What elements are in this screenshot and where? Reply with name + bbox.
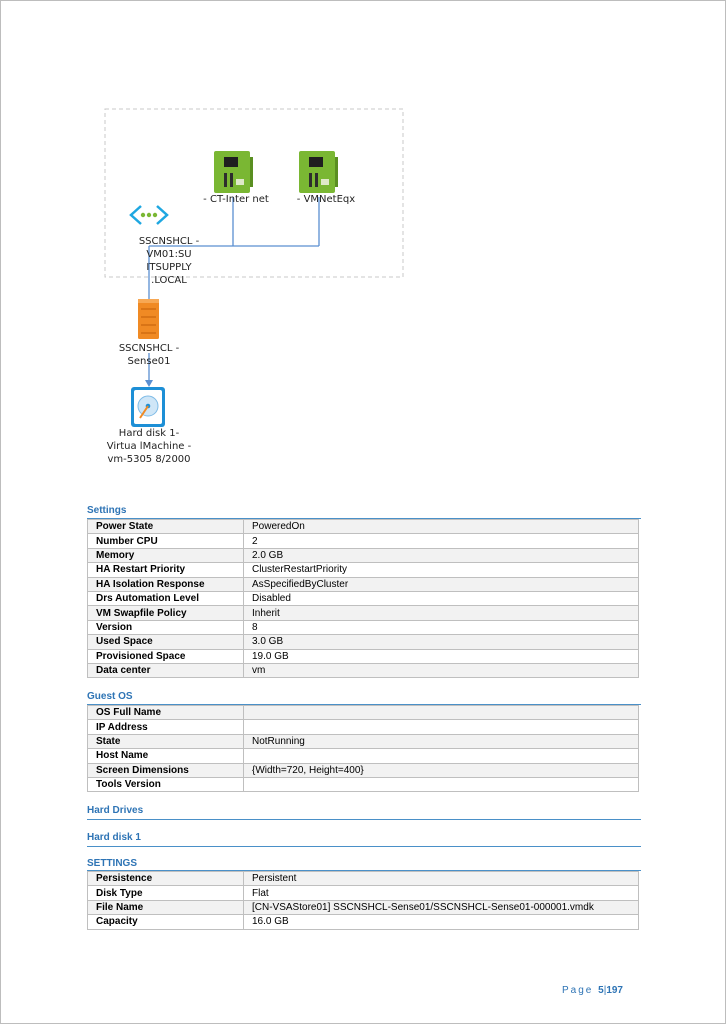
property-name: Version xyxy=(88,620,244,634)
server-icon xyxy=(138,299,159,339)
table-row xyxy=(88,649,639,663)
property-name: Screen Dimensions xyxy=(88,763,244,777)
page-separator: | xyxy=(603,985,607,996)
table-row xyxy=(88,606,639,620)
property-value: 16.0 GB xyxy=(244,915,639,929)
property-value: 3.0 GB xyxy=(244,635,639,649)
property-name: State xyxy=(88,734,244,748)
property-value xyxy=(244,777,639,791)
property-name: Disk Type xyxy=(88,886,244,900)
property-name: Host Name xyxy=(88,749,244,763)
property-name: Power State xyxy=(88,520,244,534)
property-value: 19.0 GB xyxy=(244,649,639,663)
arrow-head xyxy=(145,380,153,387)
disk-label: Hard disk 1- Virtua lMachine - vm-5305 8/2000 xyxy=(106,428,192,465)
table-row xyxy=(88,872,639,886)
table-row xyxy=(88,620,639,634)
property-name: Memory xyxy=(88,548,244,562)
table-row xyxy=(88,777,639,791)
server-label: SSCNSHCL - Sense01 xyxy=(118,343,180,367)
network-card-icon xyxy=(299,151,338,193)
table-row xyxy=(88,734,639,748)
property-value: Inherit xyxy=(244,606,639,620)
hard-disk-icon xyxy=(131,387,165,427)
table-row xyxy=(88,706,639,720)
total-pages: 197 xyxy=(606,985,623,996)
property-value: Disabled xyxy=(244,591,639,605)
property-name: File Name xyxy=(88,900,244,914)
network-card-icon xyxy=(214,151,253,193)
nic-label-vmneteqx: - VMNetEqx xyxy=(296,194,356,205)
property-name: Used Space xyxy=(88,635,244,649)
settings-table xyxy=(87,519,639,678)
table-row xyxy=(88,577,639,591)
table-row xyxy=(88,563,639,577)
property-value: Flat xyxy=(244,886,639,900)
property-name: HA Restart Priority xyxy=(88,563,244,577)
property-value: 2.0 GB xyxy=(244,548,639,562)
table-row xyxy=(88,663,639,677)
property-name: Drs Automation Level xyxy=(88,591,244,605)
property-name: Data center xyxy=(88,663,244,677)
property-value: Persistent xyxy=(244,872,639,886)
property-name: OS Full Name xyxy=(88,706,244,720)
property-name: Tools Version xyxy=(88,777,244,791)
property-name: Number CPU xyxy=(88,534,244,548)
table-row xyxy=(88,886,639,900)
nic-label-ct-internet: - CT-Inter net xyxy=(203,194,269,205)
table-row xyxy=(88,749,639,763)
table-row xyxy=(88,534,639,548)
guest-os-table xyxy=(87,705,639,792)
property-value: 8 xyxy=(244,620,639,634)
property-value xyxy=(244,706,639,720)
hard-drives-heading: Hard Drives xyxy=(87,805,144,816)
disk-settings-heading: SETTINGS xyxy=(87,858,138,869)
property-value xyxy=(244,749,639,763)
table-row xyxy=(88,635,639,649)
vm-topology-diagram xyxy=(1,1,726,481)
table-row xyxy=(88,548,639,562)
property-value: NotRunning xyxy=(244,734,639,748)
hard-disk-rule xyxy=(87,846,641,847)
page-word: Page xyxy=(562,985,594,996)
hard-disk-heading: Hard disk 1 xyxy=(87,832,141,843)
property-value: ClusterRestartPriority xyxy=(244,563,639,577)
settings-heading: Settings xyxy=(87,505,127,516)
network-label: SSCNSHCL - VM01:SU ITSUPPLY .LOCAL xyxy=(138,236,200,286)
table-row xyxy=(88,591,639,605)
page-number: 5 xyxy=(598,985,604,996)
property-value: 2 xyxy=(244,534,639,548)
table-row xyxy=(88,763,639,777)
property-name: VM Swapfile Policy xyxy=(88,606,244,620)
table-row xyxy=(88,900,639,914)
property-name: HA Isolation Response xyxy=(88,577,244,591)
property-name: Capacity xyxy=(88,915,244,929)
table-row xyxy=(88,520,639,534)
table-row xyxy=(88,720,639,734)
property-name: Provisioned Space xyxy=(88,649,244,663)
property-value: PoweredOn xyxy=(244,520,639,534)
page-footer xyxy=(562,985,623,996)
property-name: IP Address xyxy=(88,720,244,734)
property-value: vm xyxy=(244,663,639,677)
property-value: [CN-VSAStore01] SSCNSHCL-Sense01/SSCNSHCL-Sense01-000001.vmdk xyxy=(244,900,639,914)
property-value: {Width=720, Height=400} xyxy=(244,763,639,777)
hard-drives-rule xyxy=(87,819,641,820)
property-name: Persistence xyxy=(88,872,244,886)
disk-settings-table xyxy=(87,871,639,930)
property-value: AsSpecifiedByCluster xyxy=(244,577,639,591)
table-row xyxy=(88,915,639,929)
virtual-network-icon xyxy=(131,206,167,224)
property-value xyxy=(244,720,639,734)
guest-os-heading: Guest OS xyxy=(87,691,133,702)
